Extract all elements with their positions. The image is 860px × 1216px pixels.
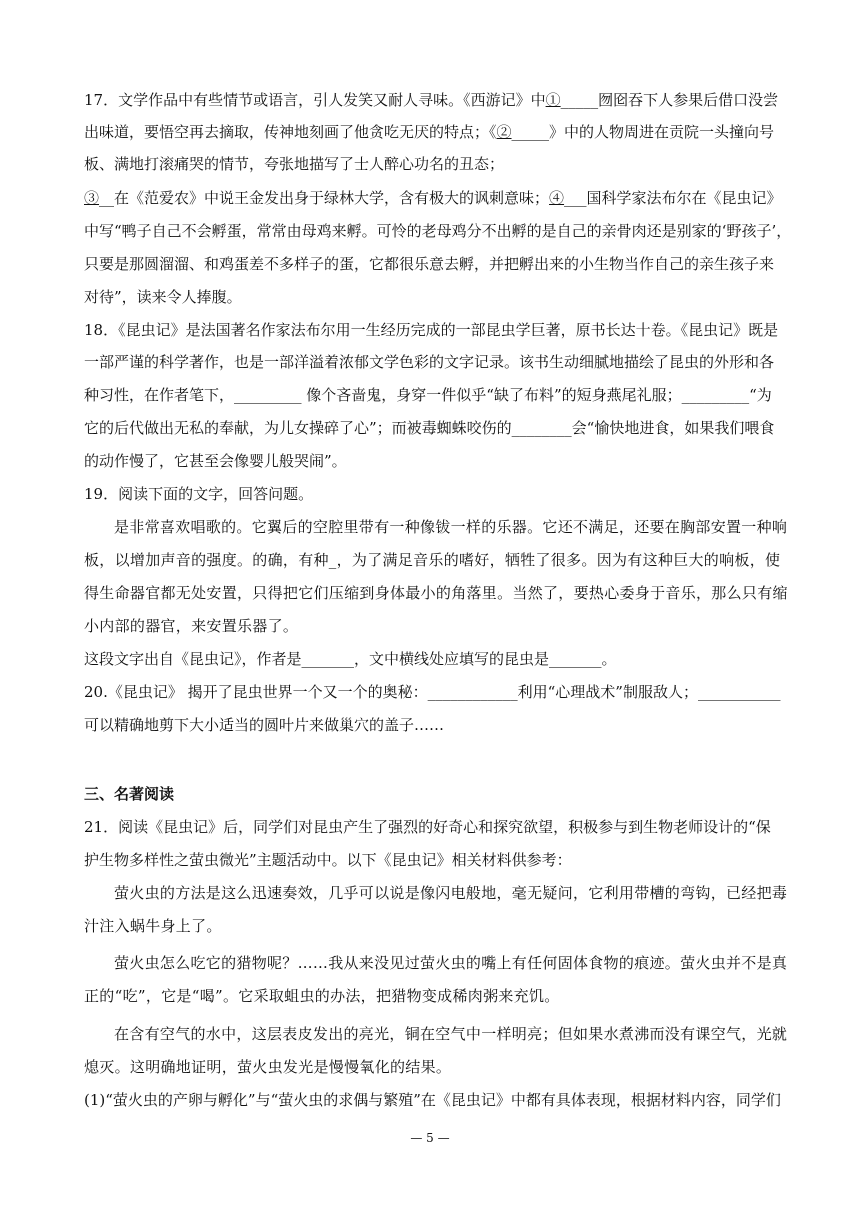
q21-line-1: 21．阅读《昆虫记》后，同学们对昆虫产生了强烈的好奇心和探究欲望，积极参与到生物老师设计的“保: [84, 818, 771, 836]
q21-material-1-line-1: 萤火虫的方法是这么迅速奏效，几乎可以说是像闪电般地，毫无疑问，它利用带槽的弯钩，已经把毒: [114, 884, 788, 902]
q17-line-5: 中写“鸭子自己不会孵蛋，常常由母鸡来孵。可怜的老母鸡分不出孵的是自己的亲骨肉还是别家的‘野孩子’，: [84, 222, 792, 240]
q18-line-5: 的动作慢了，它甚至会像婴儿般哭闹”。: [84, 452, 347, 470]
q19-passage-line-3: 得生命器官都无处安置，只得把它们压缩到身体最小的角落里。当然了，要热心委身于音乐，那么只有缩: [84, 584, 788, 602]
q21-subquestion-1: (1)“萤火虫的产卵与孵化”与“萤火虫的求偶与繁殖”在《昆虫记》中都有具体表现，根据材料内容，同学们: [84, 1091, 781, 1109]
q19-passage-line-4: 小内部的器官，来安置乐器了。: [84, 617, 299, 635]
blank-marker-1: ①: [545, 91, 561, 109]
q18-line-2: 一部严谨的科学著作，也是一部洋溢着浓郁文学色彩的文字记录。该书生动细腻地描绘了昆虫的外形和各: [84, 353, 775, 371]
q17-line-6: 只要是那圆溜溜、和鸡蛋差不多样子的蛋，它都很乐意去孵，并把孵出来的小生物当作自己的亲生孩子来: [84, 255, 775, 273]
blank-marker-4: ④: [549, 189, 565, 207]
q18-line-4: 它的后代做出无私的奉献，为儿女操碎了心”；而被毒蜘蛛咬伤的________会“愉快地进食，如果我们喂食: [84, 419, 775, 437]
q17-line-2: 出味道，要悟空再去摘取，传神地刻画了他贪吃无厌的特点；《②_____》中的人物周进在贡院一头撞向号: [84, 123, 775, 141]
q19-passage-line-2: 板，以增加声音的强度。的确，有种_，为了满足音乐的嗜好，牺牲了很多。因为有这种巨大的响板，使: [84, 551, 781, 569]
q21-material-3-line-1: 在含有空气的水中，这层表皮发出的亮光，铜在空气中一样明亮；但如果水煮沸而没有课空气，光就: [114, 1025, 788, 1043]
q17-line-1: 17．文学作品中有些情节或语言，引人发笑又耐人寻味。《西游记》中①_____囫囵吞下人参果后借口没尝: [84, 91, 779, 109]
q21-material-2-line-1: 萤火虫怎么吃它的猎物呢？……我从来没见过萤火虫的嘴上有任何固体食物的痕迹。萤火虫并不是真: [114, 954, 788, 972]
q19-title: 19．阅读下面的文字，回答问题。: [84, 485, 314, 503]
q20-line-1: 20.《昆虫记》 揭开了昆虫世界一个又一个的奥秘：____________利用“心理战术”制服敌人；___________: [84, 683, 781, 701]
q21-material-3-line-2: 熄灭。这明确地证明，萤火虫发光是慢慢氧化的结果。: [84, 1058, 452, 1076]
q21-material-2-line-2: 正的“吃”，它是“喝”。它采取蛆虫的办法，把猎物变成稀肉粥来充饥。: [84, 987, 560, 1005]
q17-line-3: 板、满地打滚痛哭的情节，夸张地描写了士人醉心功名的丑态；: [84, 155, 505, 173]
q17-line-4: ③__在《范爱农》中说王金发出身于绿林大学，含有极大的讽刺意味；④___国科学家法布尔在《昆虫记》: [84, 189, 782, 207]
q17-line-7: 对待”，读来令人捧腹。: [84, 288, 242, 306]
section-heading: 三、名著阅读: [84, 785, 175, 803]
blank-marker-2: ②: [496, 123, 512, 141]
q18-line-3: 种习性，在作者笔下，_________ 像个吝啬鬼，身穿一件似乎“缺了布料”的短身燕尾礼服；_________“为: [84, 386, 772, 404]
q21-material-1-line-2: 汁注入蜗牛身上了。: [84, 917, 222, 935]
q19-question: 这段文字出自《昆虫记》，作者是_______，文中横线处应填写的昆虫是_______。: [84, 650, 617, 668]
q21-line-2: 护生物多样性之萤虫微光”主题活动中。以下《昆虫记》相关材料供参考：: [84, 851, 572, 869]
q18-line-1: 18．《昆虫记》是法国著名作家法布尔用一生经历完成的一部昆虫学巨著，原书长达十卷。《昆虫记》既是: [84, 321, 779, 339]
blank-marker-3: ③: [84, 189, 100, 207]
q19-passage-line-1: 是非常喜欢唱歌的。它翼后的空腔里带有一种像钹一样的乐器。它还不满足，还要在胸部安置一种响: [114, 518, 788, 536]
page-number: — 5 —: [410, 1131, 450, 1145]
q20-line-2: 可以精确地剪下大小适当的圆叶片来做巢穴的盖子……: [84, 716, 445, 734]
